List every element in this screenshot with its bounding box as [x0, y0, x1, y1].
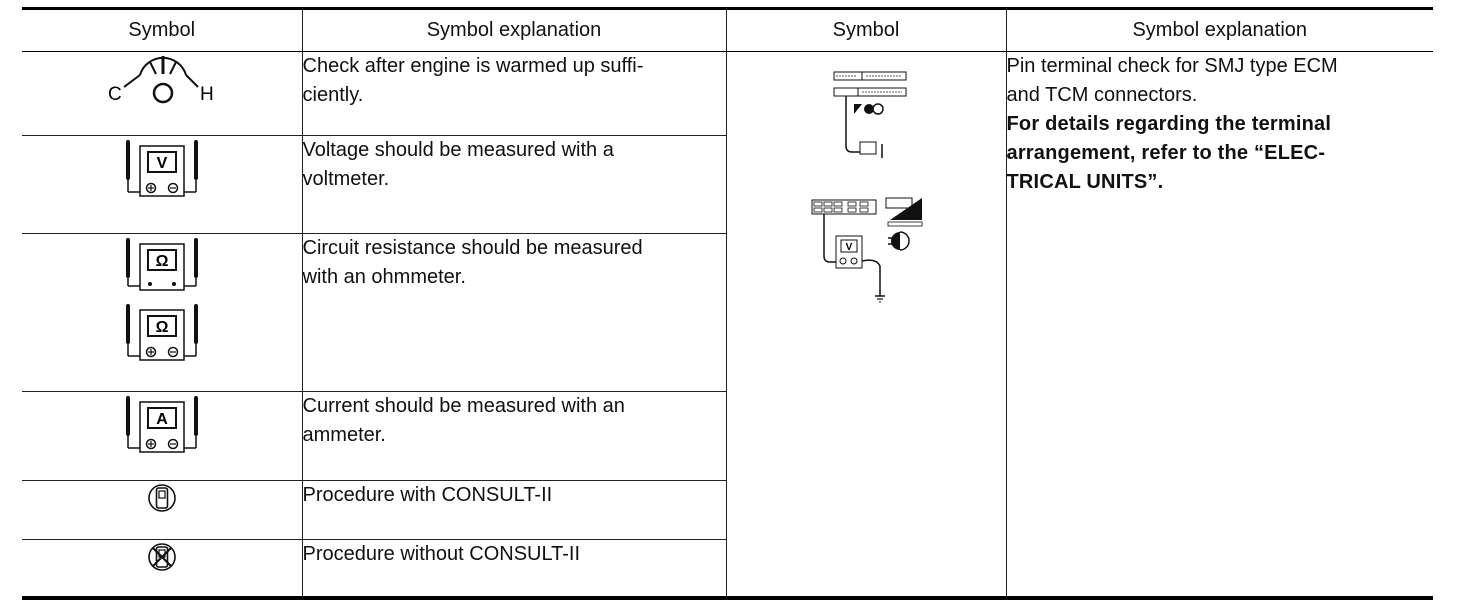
svg-text:C: C — [107, 84, 122, 105]
symbol-table — [22, 7, 1433, 600]
explanation-text: Voltage should be measured with a voltmeter. — [302, 139, 614, 190]
explanation-text: Circuit resistance should be measured with an ohmmeter. — [302, 237, 643, 288]
symbol-cell — [22, 392, 302, 481]
svg-text:H: H — [199, 84, 214, 105]
explanation-cell — [302, 52, 726, 136]
explanation-cell — [302, 481, 726, 540]
explanation-cell-right — [1006, 52, 1433, 598]
symbol-cell — [22, 481, 302, 540]
symbol-cell-right — [726, 52, 1006, 598]
symbol-cell — [22, 136, 302, 234]
explanation-text: Current should be measured with an ammeter. — [302, 395, 625, 446]
svg-text:Ω: Ω — [155, 319, 169, 336]
explanation-cell — [302, 234, 726, 392]
temperature-gauge-icon — [102, 52, 222, 108]
svg-text:A: A — [155, 411, 168, 428]
explanation-cell — [302, 392, 726, 481]
ohmmeter-icon — [120, 234, 204, 298]
pin-terminal-check-icon — [796, 52, 936, 312]
explanation-cell — [302, 540, 726, 598]
svg-text:V: V — [156, 155, 168, 172]
table-row — [22, 52, 1433, 136]
svg-text:V: V — [845, 242, 853, 253]
header-explanation-left: Symbol explanation — [302, 9, 726, 52]
header-explanation-right: Symbol explanation — [1006, 9, 1433, 52]
explanation-text: Procedure with CONSULT-II — [302, 484, 553, 506]
header-symbol-left: Symbol — [22, 9, 302, 52]
ohmmeter-icons — [22, 234, 302, 364]
symbol-cell — [22, 234, 302, 392]
ohmmeter-icon — [120, 300, 204, 364]
explanation-text: Check after engine is warmed up suffi- ciently. — [302, 55, 644, 106]
bold-note: For details regarding the terminal arrangement, refer to the “ELEC- TRICAL UNITS”. — [1006, 113, 1332, 193]
voltmeter-icon — [120, 136, 204, 200]
svg-text:Ω: Ω — [155, 253, 169, 270]
symbol-cell — [22, 540, 302, 598]
symbol-cell — [22, 52, 302, 136]
header-symbol-right: Symbol — [726, 9, 1006, 52]
explanation-cell — [302, 136, 726, 234]
header-row — [22, 9, 1433, 52]
explanation-text: Procedure without CONSULT-II — [302, 543, 581, 565]
ammeter-icon — [120, 392, 204, 456]
consult-ii-icon — [145, 481, 179, 515]
explanation-text-right: Pin terminal check for SMJ type ECM and TCM connectors. — [1006, 55, 1338, 106]
no-consult-ii-icon — [145, 540, 179, 574]
